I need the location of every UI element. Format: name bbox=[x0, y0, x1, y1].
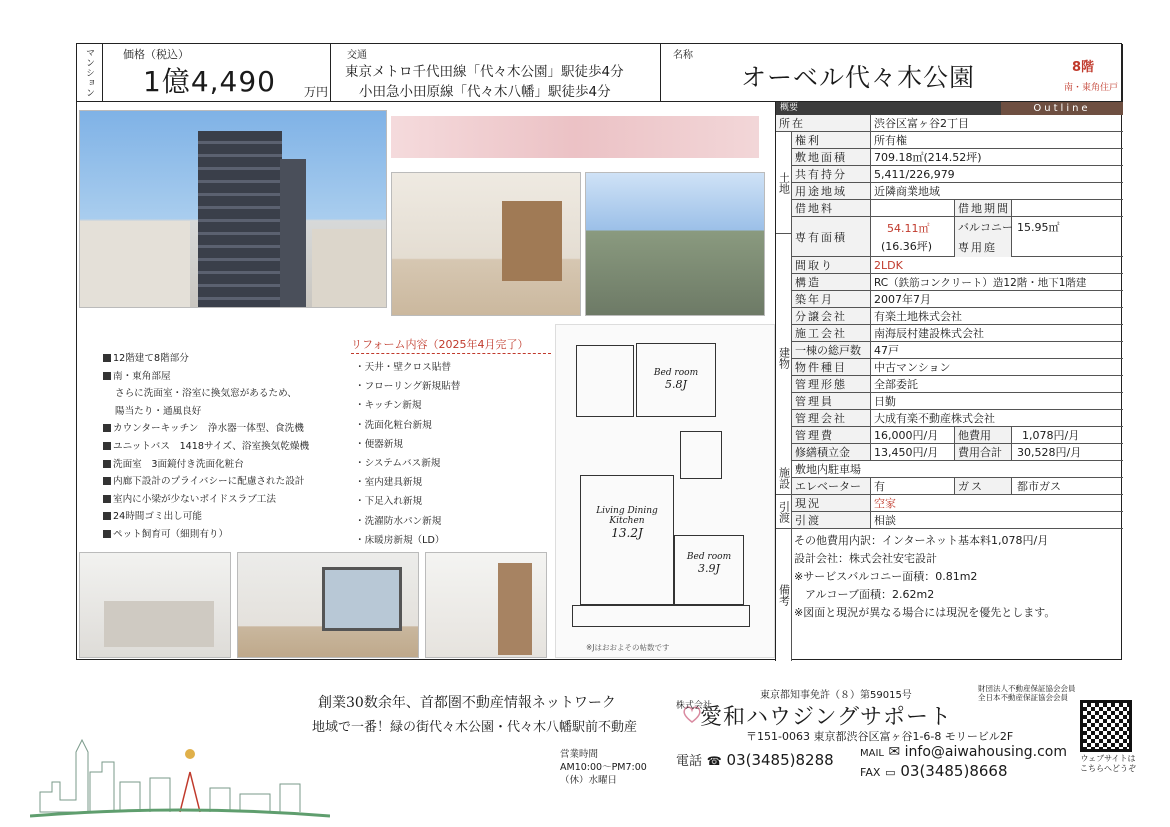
reform-item: ・システムバス新規 bbox=[355, 458, 441, 470]
reform-item: ・キッチン新規 bbox=[355, 400, 422, 412]
feature-item: 洗面室 3面鏡付き洗面化粧台 bbox=[103, 456, 363, 474]
row-location: 所在 渋谷区富ヶ谷2丁目 bbox=[776, 115, 1123, 132]
fax-icon: ▭ bbox=[885, 766, 896, 779]
company-name: 愛和ハウジングサポート bbox=[700, 705, 953, 730]
row-seller: 分譲会社 有楽土地株式会社 bbox=[776, 308, 1123, 325]
remarks-notes bbox=[794, 532, 1055, 622]
license-number: 東京都知事免許（８）第59015号 bbox=[760, 690, 912, 701]
feature-item: ユニットバス 1418サイズ、浴室換気乾燥機 bbox=[103, 438, 363, 456]
floor-badge: 8階 bbox=[1071, 60, 1094, 75]
company-address: 〒151-0063 東京都渋谷区富ヶ谷1-6-8 モリービル2F bbox=[746, 730, 1014, 743]
business-hours: 営業時間 AM10:00～PM7:00 （休）水曜日 bbox=[560, 749, 647, 786]
building-exterior-photo bbox=[79, 110, 387, 308]
living-dining-kitchen: Living Dining Kitchen 13.2J bbox=[580, 475, 674, 605]
price-unit: 万円 bbox=[303, 85, 328, 99]
qr-caption: ウェブサイトは こちらへどうぞ bbox=[1080, 754, 1136, 773]
outline-head-left: 概要 bbox=[780, 103, 799, 113]
washroom-photo bbox=[425, 552, 547, 658]
access-line-2: 小田急小田原線「代々木八幡」駅徒歩4分 bbox=[359, 84, 611, 100]
phone-icon: ☎ bbox=[706, 754, 722, 768]
bedroom-1: Bed room 5.8J bbox=[636, 343, 716, 417]
reform-title: リフォーム内容（2025年4月完了） bbox=[351, 336, 551, 354]
floor-plan bbox=[555, 324, 775, 658]
feature-item: 室内に小梁が少ないボイドスラブ工法 bbox=[103, 491, 363, 509]
property-flyer bbox=[76, 43, 1122, 660]
row-layout: 間取り 2LDK bbox=[776, 257, 1123, 274]
bathroom bbox=[680, 431, 722, 479]
row-units: 一棟の総戸数 47戸 bbox=[776, 342, 1123, 359]
kitchen-photo bbox=[79, 552, 231, 658]
row-elevator: エレベーター 有 ガス 都市ガス bbox=[776, 478, 1123, 495]
remark-line: ※図面と現況が異なる場合には現況を優先とします。 bbox=[794, 606, 1056, 619]
row-lease: 借地料 借地期間 bbox=[776, 200, 1123, 217]
feature-item: カウンターキッチン 浄水器一体型、食洗機 bbox=[103, 420, 363, 438]
property-type-label: マンション bbox=[77, 44, 103, 102]
floorplan-note: ※Jはおおよその帖数です bbox=[586, 643, 670, 652]
feature-item: 内廊下設計のプライバシーに配慮された設計 bbox=[103, 473, 363, 491]
mail-icon: ✉ bbox=[888, 744, 901, 760]
reform-item: ・洗濯防水パン新規 bbox=[355, 515, 442, 527]
row-site-area: 敷地面積 709.18㎡(214.52坪) bbox=[776, 149, 1123, 166]
row-mgmt-fee: 管理費 16,000円/月 他費用 1,078円/月 bbox=[776, 427, 1123, 444]
balcony-view-photo bbox=[585, 172, 765, 316]
reform-item: ・便器新規 bbox=[355, 438, 403, 450]
row-structure: 構造 RC（鉄筋コンクリート）造12階・地下1階建 bbox=[776, 274, 1123, 291]
row-built: 築年月 2007年7月 bbox=[776, 291, 1123, 308]
outline-table bbox=[775, 102, 1123, 661]
slogan-line-1: 創業30数余年、首都圏不動産情報ネットワーク bbox=[318, 695, 616, 711]
feature-item: 陽当たり・通風良好 bbox=[115, 405, 202, 417]
row-mgmt-form: 管理形態 全部委託 bbox=[776, 376, 1123, 393]
association-memberships: 財団法人不動産保証協会会員 全日本不動産保証協会会員 bbox=[978, 684, 1076, 702]
reform-item: ・洗面化粧台新規 bbox=[355, 419, 432, 431]
direction-badge: 南・東角住戸 bbox=[1063, 83, 1118, 93]
photo-banner bbox=[391, 116, 759, 158]
row-right: 権利 所有権 bbox=[776, 132, 1123, 149]
entrance-area bbox=[576, 345, 634, 417]
reform-list bbox=[351, 336, 551, 550]
remark-line: ※サービスバルコニー面積：0.81m2 bbox=[794, 570, 978, 583]
feature-item: ペット飼育可（細則有り） bbox=[103, 526, 363, 544]
feature-list bbox=[103, 350, 363, 544]
feature-item: 12階建て8階部分 bbox=[103, 350, 363, 368]
row-builder: 施工会社 南海辰村建設株式会社 bbox=[776, 325, 1123, 342]
reform-item: ・下足入れ新規 bbox=[355, 496, 423, 508]
price-cell bbox=[103, 44, 331, 102]
row-mgmt-company: 管理会社 大成有楽不動産株式会社 bbox=[776, 410, 1123, 427]
qr-code-icon[interactable] bbox=[1080, 700, 1132, 752]
price-label: 価格（税込） bbox=[123, 48, 189, 61]
interior-living-photo bbox=[391, 172, 581, 316]
city-skyline-illustration bbox=[30, 712, 330, 822]
row-type: 物件種目 中古マンション bbox=[776, 359, 1123, 376]
name-cell bbox=[661, 44, 1123, 102]
footer bbox=[0, 662, 1170, 827]
row-status: 現況 空家 bbox=[776, 495, 1123, 512]
row-zoning: 用途地域 近隣商業地域 bbox=[776, 183, 1123, 200]
row-parking: 敷地内駐車場 bbox=[776, 461, 1123, 478]
access-cell bbox=[331, 44, 661, 102]
access-label: 交通 bbox=[347, 50, 367, 61]
row-manager: 管理員 日勤 bbox=[776, 393, 1123, 410]
row-area: 専有面積 54.11㎡ (16.36坪) バルコニー 15.95㎡ 専用庭 bbox=[776, 217, 1123, 257]
bedroom-photo bbox=[237, 552, 419, 658]
outline-head-right: Outline bbox=[1001, 102, 1123, 115]
feature-item: 南・東角部屋 bbox=[103, 368, 363, 386]
bedroom-2: Bed room 3.9J bbox=[674, 535, 744, 605]
header-bar bbox=[77, 44, 1121, 102]
remark-line: その他費用内訳：インターネット基本料1,078円/月 bbox=[794, 534, 1049, 547]
row-handover: 引渡 相談 bbox=[776, 512, 1123, 529]
remark-line: 設計会社：株式会社安宅設計 bbox=[794, 552, 937, 565]
balcony bbox=[572, 605, 750, 627]
name-label: 名称 bbox=[673, 50, 693, 61]
reform-item: ・天井・壁クロス貼替 bbox=[355, 362, 451, 373]
group-building: 建物 bbox=[776, 234, 792, 482]
email-address[interactable]: MAIL ✉ info@aiwahousing.com bbox=[860, 744, 1068, 760]
phone-number: 電話 ☎ 03(3485)8288 bbox=[676, 751, 834, 769]
company-prefix: 株式会社 bbox=[676, 701, 713, 711]
outline-header bbox=[776, 102, 1123, 115]
group-remarks: 備考 bbox=[776, 529, 792, 661]
feature-item: 24時間ゴミ出し可能 bbox=[103, 508, 363, 526]
group-land: 土地 bbox=[776, 132, 792, 234]
reform-item: ・床暖房新規（LD） bbox=[355, 534, 445, 546]
remark-line: アルコーブ面積：2.62m2 bbox=[794, 588, 935, 601]
row-repair: 修繕積立金 13,450円/月 費用合計 30,528円/月 bbox=[776, 444, 1123, 461]
fax-number: FAX ▭ 03(3485)8668 bbox=[860, 762, 1008, 780]
property-name: オーベル代々木公園 bbox=[741, 63, 976, 92]
group-transfer: 引渡 bbox=[776, 495, 792, 529]
price-value: 1億4,490 bbox=[143, 65, 276, 98]
group-facility: 施設 bbox=[776, 461, 792, 495]
access-line-1: 東京メトロ千代田線「代々木公園」駅徒歩4分 bbox=[345, 64, 624, 80]
slogan-line-2: 地域で一番！緑の街代々木公園・代々木八幡駅前不動産 bbox=[312, 720, 638, 735]
row-share: 共有持分 5,411/226,979 bbox=[776, 166, 1123, 183]
reform-item: ・室内建具新規 bbox=[355, 477, 423, 489]
reform-item: ・フローリング新規貼替 bbox=[355, 381, 461, 393]
feature-item: さらに洗面室・浴室に換気窓があるため、 bbox=[115, 388, 297, 400]
